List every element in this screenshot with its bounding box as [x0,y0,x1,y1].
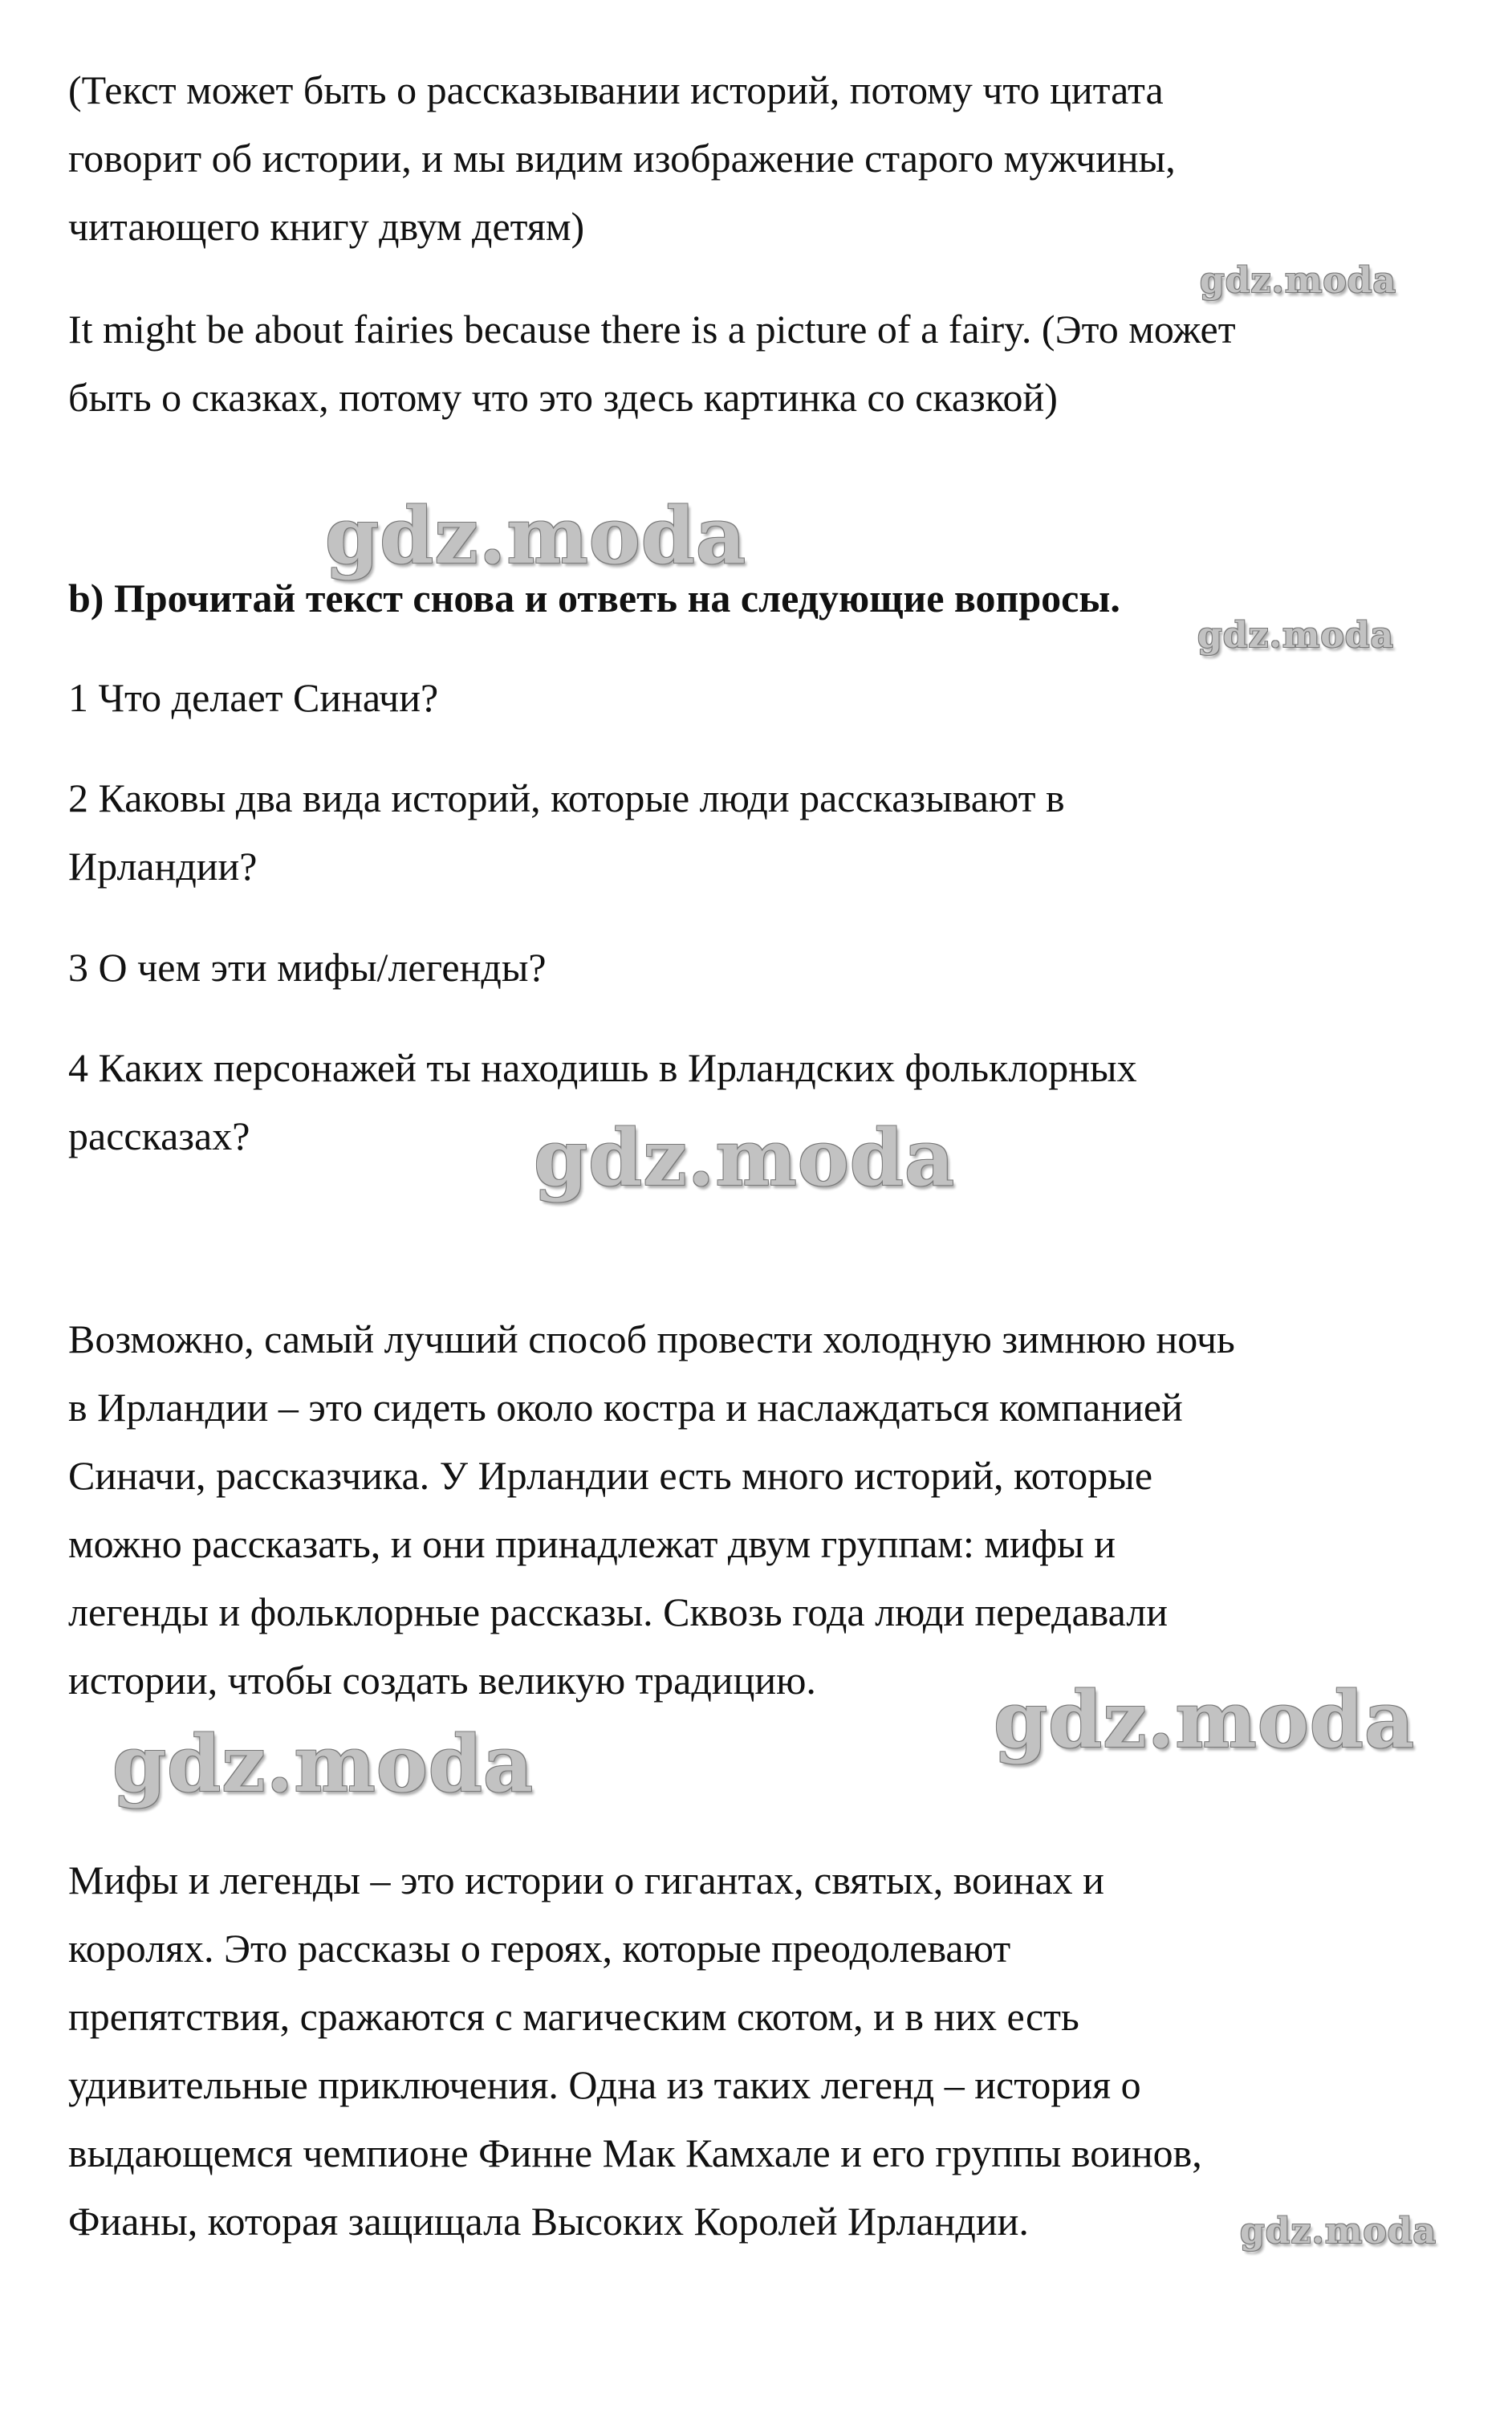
text-line: (Текст может быть о рассказывании историй, потому что цитата [68,67,1164,112]
answer-paragraph-1 [68,56,1176,261]
text-line: быть о сказках, потому что это здесь картинка со сказкой) [68,375,1058,420]
answer-paragraph-2 [68,295,1236,432]
text-paragraph-4 [68,1846,1202,2256]
question-2 [68,764,1065,901]
text-line: It might be about fairies because there is a picture of a fairy. (Это может [68,307,1236,352]
text-line: препятствия, сражаются с магическим скотом, и в них есть [68,1994,1079,2039]
text-line: Фианы, которая защищала Высоких Королей Ирландии. [68,2199,1029,2244]
text-line: легенды и фольклорные рассказы. Сквозь года люди передавали [68,1589,1168,1634]
text-line: Мифы и легенды – это истории о гигантах, святых, воинах и [68,1858,1104,1902]
text-line: в Ирландии – это сидеть около костра и наслаждаться компанией [68,1385,1183,1430]
question-text: рассказах? [68,1113,250,1158]
watermark: gdz.moda [325,490,747,581]
text-line: Синачи, рассказчика. У Ирландии есть много историй, которые [68,1453,1153,1498]
text-line: королях. Это рассказы о героях, которые преодолевают [68,1926,1011,1971]
text-line: можно рассказать, и они принадлежат двум группам: мифы и [68,1521,1116,1566]
text-line: удивительные приключения. Одна из таких легенд – история о [68,2062,1141,2107]
question-3 [68,934,547,1002]
watermark: gdz.moda [1200,260,1397,301]
question-text: Ирландии? [68,844,258,889]
watermark: gdz.moda [1197,615,1395,656]
text-line: истории, чтобы создать великую традицию. [68,1658,816,1703]
question-text: 4 Каких персонажей ты находишь в Ирландских фольклорных [68,1045,1137,1090]
watermark: gdz.moda [1240,2211,1437,2252]
text-line: читающего книгу двум детям) [68,204,585,249]
text-line: Возможно, самый лучший способ провести холодную зимнюю ночь [68,1316,1235,1361]
watermark: gdz.moda [112,1719,534,1809]
watermark: gdz.moda [994,1674,1416,1765]
text-line: выдающемся чемпионе Финне Мак Камхале и его группы воинов, [68,2130,1202,2175]
question-text: 3 О чем эти мифы/легенды? [68,945,547,990]
question-text: 1 Что делает Синачи? [68,675,439,720]
question-1 [68,664,438,732]
question-text: 2 Каковы два вида историй, которые люди рассказывают в [68,775,1065,820]
watermark: gdz.moda [534,1113,956,1203]
text-line: говорит об истории, и мы видим изображение старого мужчины, [68,136,1176,181]
text-paragraph-3 [68,1305,1235,1715]
heading-text: b) Прочитай текст снова и ответь на следующие вопросы. [68,576,1120,621]
